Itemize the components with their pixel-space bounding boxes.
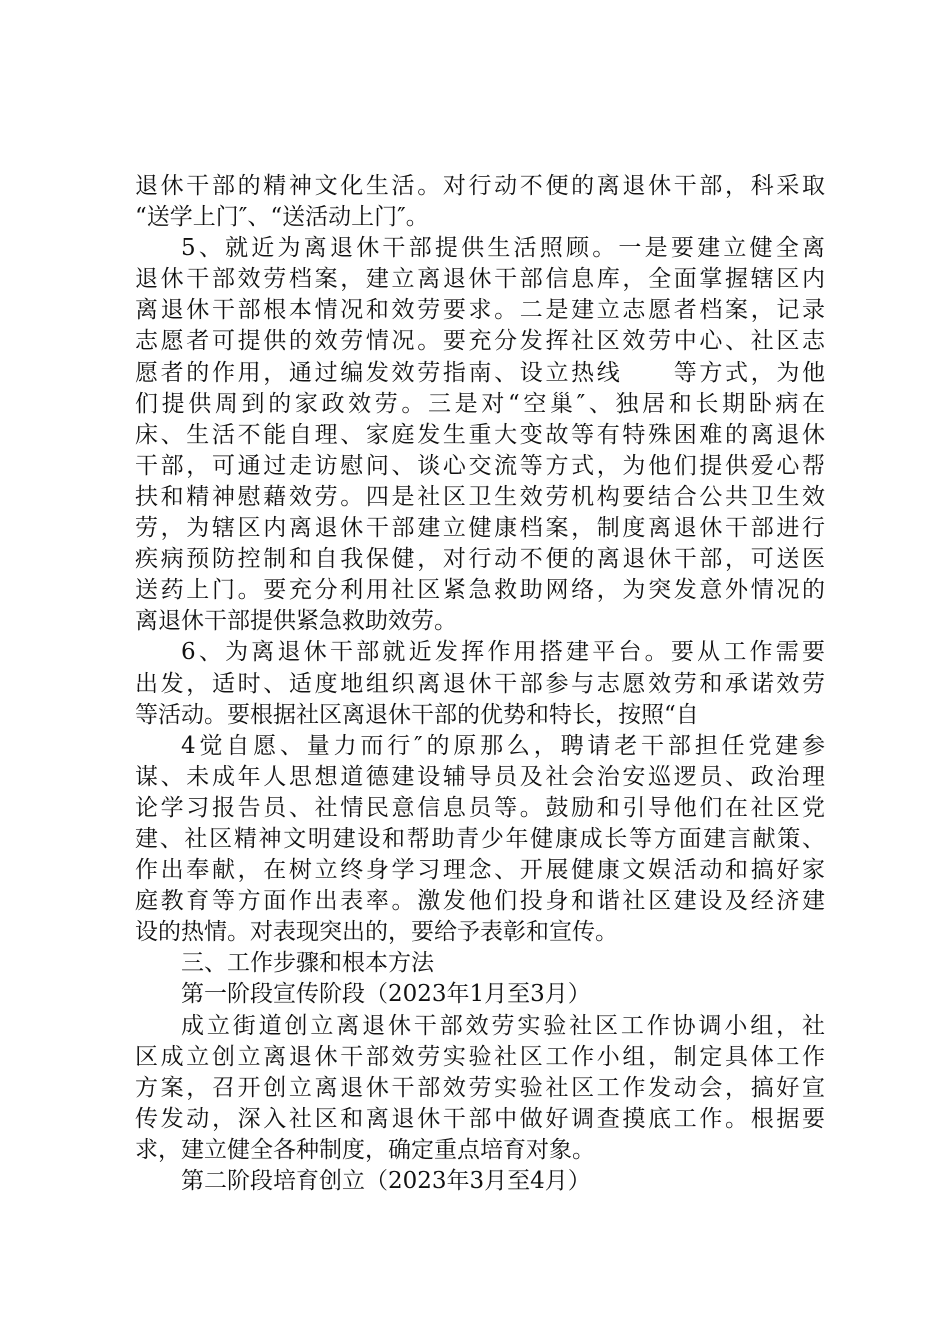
text-line: 成立街道创立离退休干部效劳实验社区工作协调小组，社	[181, 1012, 825, 1039]
text-line: 送药上门。要充分利用社区紧急救助网络，为突发意外情况的	[135, 577, 825, 604]
text-line: 们提供周到的家政效劳。三是对“空巢″、独居和长期卧病在	[135, 390, 825, 417]
body-text	[135, 171, 825, 1197]
text-line: 4觉自愿、量力而行″的原那么，聘请老干部担任党建参	[181, 732, 825, 759]
text-line: 论学习报告员、社情民意信息员等。鼓励和引导他们在社区党	[135, 794, 825, 821]
text-line: 5、就近为离退休干部提供生活照顾。一是要建立健全离	[181, 235, 825, 262]
text-line: 区成立创立离退休干部效劳实验社区工作小组，制定具体工作	[135, 1043, 825, 1070]
text-line: 离退休干部根本情况和效劳要求。二是建立志愿者档案，记录	[135, 297, 825, 324]
text-line: 扶和精神慰藉效劳。四是社区卫生效劳机构要结合公共卫生效	[135, 483, 825, 510]
text-line: 出发，适时、适度地组织离退休干部参与志愿效劳和承诺效劳	[135, 670, 825, 697]
text-line: 等活动。要根据社区离退休干部的优势和特长，按照“自	[135, 701, 699, 728]
text-line: 6、为离退休干部就近发挥作用搭建平台。要从工作需要	[181, 639, 825, 666]
text-line: 建、社区精神文明建设和帮助青少年健康成长等方面建言献策、	[135, 825, 825, 852]
text-line: 第一阶段宣传阶段（2023年1月至3月）	[181, 981, 591, 1008]
text-line: 疾病预防控制和自我保健，对行动不便的离退休干部，可送医	[135, 546, 825, 573]
text-line: 求，建立健全各种制度，确定重点培育对象。	[135, 1136, 595, 1163]
text-line: 设的热情。对表现突出的，要给予表彰和宣传。	[135, 919, 618, 946]
text-line: 谋、未成年人思想道德建设辅导员及社会治安巡逻员、政治理	[135, 763, 825, 790]
text-line: 劳，为辖区内离退休干部建立健康档案，制度离退休干部进行	[135, 515, 825, 542]
text-line: 退休干部的精神文化生活。对行动不便的离退休干部，科采取	[135, 173, 825, 199]
text-line: 庭教育等方面作出表率。激发他们投身和谐社区建设及经济建	[135, 888, 825, 915]
text-line: 传发动，深入社区和离退休干部中做好调查摸底工作。根据要	[135, 1105, 825, 1132]
text-line: 干部，可通过走访慰问、谈心交流等方式，为他们提供爱心帮	[135, 452, 825, 479]
text-line: 三、工作步骤和根本方法	[181, 950, 434, 977]
text-line: 志愿者可提供的效劳情况。要充分发挥社区效劳中心、社区志	[135, 328, 825, 355]
text-line: 作出奉献，在树立终身学习理念、开展健康文娱活动和搞好家	[135, 857, 825, 884]
text-line: 第二阶段培育创立（2023年3月至4月）	[181, 1168, 591, 1194]
text-line: 退休干部效劳档案，建立离退休干部信息库，全面掌握辖区内	[135, 266, 825, 293]
text-line: 方案，召开创立离退休干部效劳实验社区工作发动会，搞好宣	[135, 1074, 825, 1101]
text-line: “送学上门″、“送活动上门″。	[135, 204, 429, 231]
text-line: 床、生活不能自理、家庭发生重大变故等有特殊困难的离退休	[135, 421, 825, 448]
text-line: 离退休干部提供紧急救助效劳。	[135, 608, 457, 635]
text-line: 愿者的作用，通过编发效劳指南、设立热线 等方式，为他	[135, 359, 825, 386]
